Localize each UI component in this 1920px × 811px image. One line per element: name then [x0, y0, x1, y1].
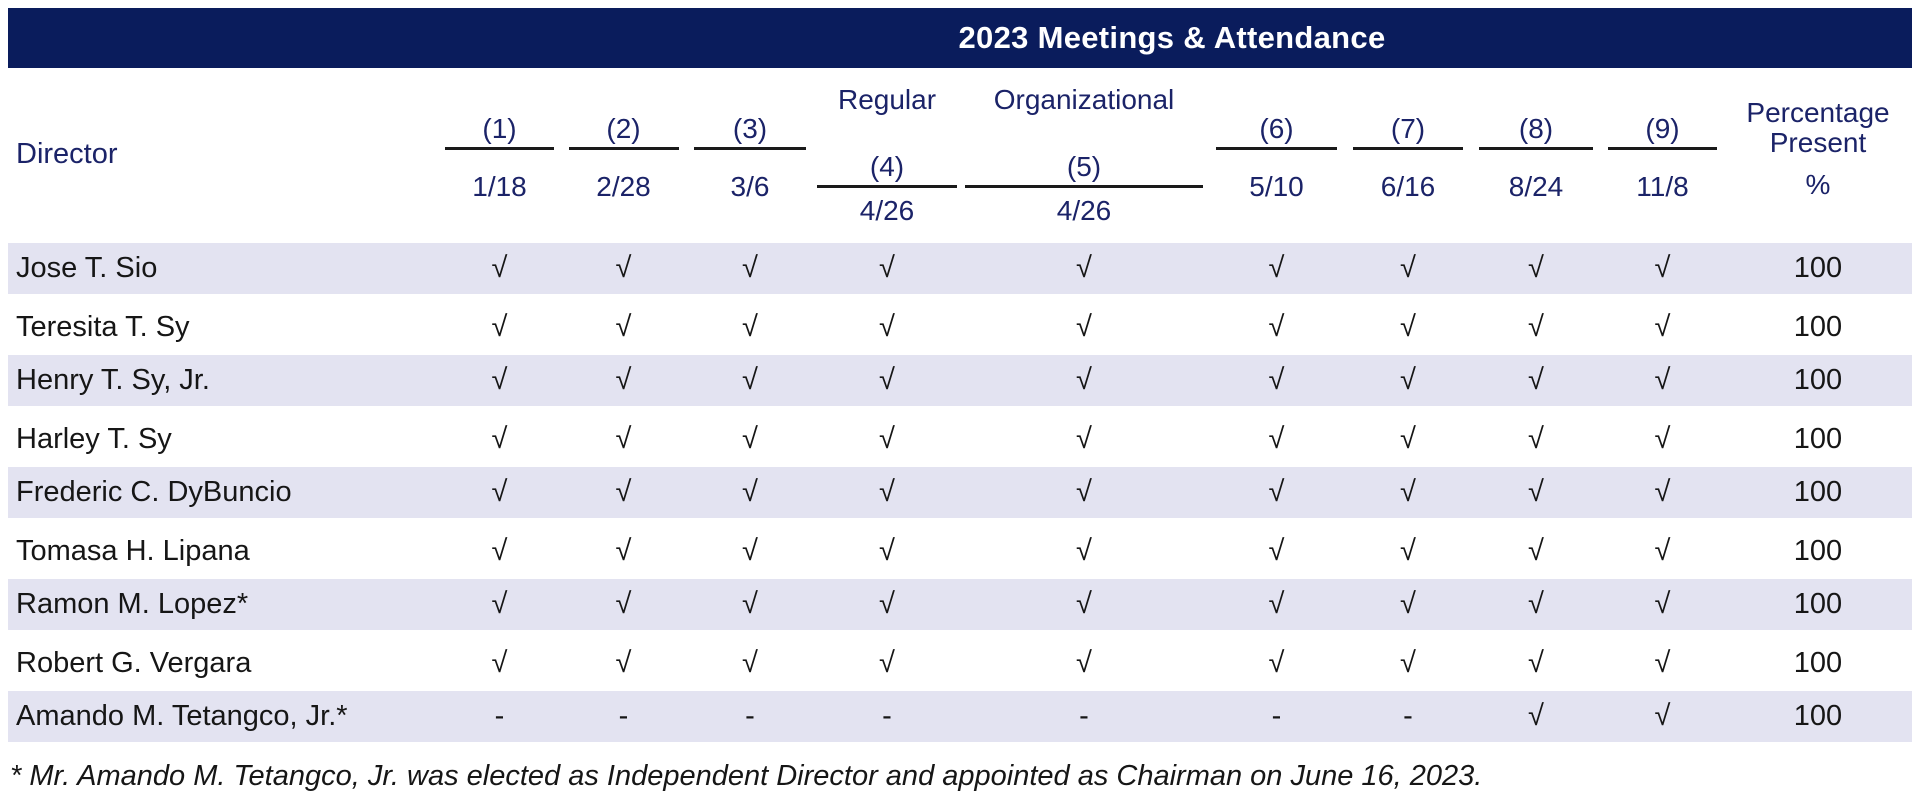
attendance-mark-cell: √	[742, 252, 758, 284]
percentage-value-cell: 100	[1793, 534, 1843, 567]
meeting-date-label: 4/26	[1056, 195, 1112, 226]
attendance-mark-cell: √	[1400, 364, 1416, 396]
attendance-mark-cell: √	[491, 252, 508, 284]
attendance-mark-cell: √	[491, 364, 508, 396]
table-row	[8, 355, 1912, 411]
attendance-mark-cell: √	[491, 646, 508, 679]
attendance-mark-cell: √	[1076, 252, 1092, 284]
attendance-mark-cell: -	[1271, 700, 1282, 732]
percentage-value-cell: 100	[1793, 588, 1843, 620]
attendance-mark-cell: √	[1654, 476, 1671, 508]
attendance-mark-cell: √	[615, 476, 632, 508]
attendance-mark-cell: √	[615, 588, 632, 620]
attendance-mark-cell: √	[879, 588, 895, 620]
header-col-meeting-6	[1208, 68, 1345, 243]
attendance-mark-cell: √	[615, 310, 632, 343]
attendance-mark-cell: √	[1076, 476, 1092, 508]
director-name-cell: Teresita T. Sy	[16, 310, 190, 343]
meeting-date-label: 4/26	[859, 195, 915, 226]
director-name-cell: Tomasa H. Lipana	[16, 534, 250, 567]
meeting-number-label: (9)	[1608, 114, 1716, 150]
attendance-mark-cell: √	[1528, 364, 1544, 396]
attendance-mark-cell: √	[1268, 422, 1285, 455]
percentage-value-cell: 100	[1793, 422, 1843, 455]
attendance-mark-cell: -	[882, 700, 892, 732]
header-col-meeting-1	[438, 68, 561, 243]
percentage-value-cell: 100	[1793, 700, 1843, 732]
attendance-mark-cell: √	[1268, 310, 1285, 343]
table-row	[8, 467, 1912, 523]
header-col-meeting-5	[960, 68, 1208, 243]
percentage-value-cell: 100	[1793, 252, 1843, 284]
meeting-number-label: (5)	[965, 152, 1203, 188]
attendance-mark-cell: √	[742, 534, 758, 567]
attendance-mark-cell: √	[1654, 310, 1671, 343]
attendance-mark-cell: √	[879, 646, 895, 679]
attendance-mark-cell: √	[1076, 422, 1092, 455]
table-row	[8, 523, 1912, 579]
attendance-mark-cell: √	[1654, 422, 1671, 455]
attendance-mark-cell: -	[494, 700, 505, 732]
attendance-mark-cell: √	[1528, 700, 1544, 732]
table-row	[8, 635, 1912, 691]
header-col-meeting-4	[814, 68, 960, 243]
attendance-mark-cell: √	[1528, 646, 1544, 679]
attendance-mark-cell: √	[1268, 646, 1285, 679]
attendance-mark-cell: √	[742, 310, 758, 343]
attendance-mark-cell: √	[1400, 310, 1416, 343]
attendance-mark-cell: √	[1528, 422, 1544, 455]
attendance-mark-cell: √	[1654, 588, 1671, 620]
header-col-meeting-7	[1345, 68, 1471, 243]
attendance-mark-cell: √	[1400, 252, 1416, 284]
attendance-mark-cell: √	[1268, 534, 1285, 567]
attendance-mark-cell: √	[1400, 646, 1416, 679]
header-col-meeting-3	[686, 68, 814, 243]
meeting-date-label: 5/10	[1249, 171, 1304, 202]
attendance-mark-cell: √	[1528, 588, 1544, 620]
percentage-value-cell: 100	[1793, 364, 1843, 396]
attendance-mark-cell: √	[1076, 364, 1092, 396]
attendance-mark-cell: √	[615, 646, 632, 679]
meeting-number-label: (2)	[569, 114, 679, 150]
header-col-meeting-2	[561, 68, 686, 243]
attendance-mark-cell: √	[491, 422, 508, 455]
meeting-date-label: 2/28	[596, 171, 651, 202]
percentage-label-line2: Present	[1769, 127, 1867, 158]
meeting-number-label: (3)	[694, 114, 807, 150]
meeting-type-label: Organizational	[993, 84, 1175, 115]
meeting-number-label: (1)	[445, 114, 553, 150]
attendance-mark-cell: √	[1528, 534, 1544, 567]
attendance-mark-cell: √	[879, 534, 895, 567]
attendance-mark-cell: √	[1528, 476, 1544, 508]
director-name-cell: Jose T. Sio	[16, 252, 158, 284]
attendance-mark-cell: √	[615, 364, 632, 396]
attendance-mark-cell: √	[1400, 476, 1416, 508]
attendance-mark-cell: √	[1654, 534, 1671, 567]
meeting-date-label: 6/16	[1380, 171, 1436, 202]
table-title-bar	[8, 8, 1912, 68]
attendance-mark-cell: √	[1528, 252, 1544, 284]
attendance-mark-cell: √	[1528, 310, 1544, 343]
director-name-cell: Ramon M. Lopez*	[16, 588, 249, 620]
attendance-mark-cell: √	[1076, 588, 1092, 620]
attendance-mark-cell: √	[615, 422, 632, 455]
percentage-value-cell: 100	[1793, 646, 1843, 679]
attendance-mark-cell: √	[615, 534, 632, 567]
attendance-mark-cell: -	[745, 700, 755, 732]
director-name-cell: Robert G. Vergara	[16, 646, 252, 679]
director-name-cell: Amando M. Tetangco, Jr.*	[16, 700, 348, 732]
table-row	[8, 579, 1912, 635]
attendance-mark-cell: √	[742, 422, 758, 455]
attendance-mark-cell: √	[879, 476, 895, 508]
attendance-mark-cell: √	[742, 588, 758, 620]
attendance-mark-cell: -	[618, 700, 629, 732]
attendance-mark-cell: √	[742, 476, 758, 508]
attendance-mark-cell: √	[491, 534, 508, 567]
director-name-cell: Frederic C. DyBuncio	[16, 476, 292, 508]
header-col-meeting-8	[1471, 68, 1601, 243]
attendance-mark-cell: √	[879, 422, 895, 455]
footnote-text: * Mr. Amando M. Tetangco, Jr. was elected as Independent Director and appointed as Chairman on June 16, 2023.	[10, 760, 1483, 792]
table-body	[8, 243, 1912, 747]
meeting-number-label: (4)	[817, 152, 957, 188]
attendance-mark-cell: √	[1268, 476, 1285, 508]
attendance-mark-cell: √	[1400, 588, 1416, 620]
attendance-mark-cell: -	[1079, 700, 1089, 732]
percentage-value-cell: 100	[1793, 310, 1843, 343]
attendance-mark-cell: √	[742, 364, 758, 396]
attendance-mark-cell: √	[1654, 700, 1671, 732]
attendance-mark-cell: √	[879, 310, 895, 343]
meeting-number-label: (7)	[1353, 114, 1464, 150]
meeting-date-label: 1/18	[472, 171, 527, 202]
attendance-mark-cell: √	[1268, 364, 1285, 396]
percentage-unit-label: %	[1805, 169, 1831, 200]
table-row	[8, 299, 1912, 355]
director-name-cell: Harley T. Sy	[16, 422, 172, 455]
attendance-mark-cell: √	[742, 646, 758, 679]
attendance-mark-cell: √	[1400, 534, 1416, 567]
table-header-row	[8, 68, 1912, 243]
percentage-value-cell: 100	[1793, 476, 1843, 508]
table-row	[8, 411, 1912, 467]
meeting-date-label: 8/24	[1508, 171, 1564, 202]
attendance-mark-cell: √	[1268, 588, 1285, 620]
attendance-mark-cell: √	[491, 588, 508, 620]
attendance-mark-cell: √	[1654, 252, 1671, 284]
header-col-percentage	[1724, 68, 1912, 243]
director-name-cell: Henry T. Sy, Jr.	[16, 364, 210, 396]
attendance-mark-cell: √	[1076, 310, 1092, 343]
meeting-number-label: (8)	[1479, 114, 1593, 150]
percentage-label-line1: Percentage	[1746, 97, 1890, 128]
meeting-date-label: 11/8	[1636, 171, 1689, 202]
attendance-mark-cell: √	[615, 252, 632, 284]
meeting-type-label: Regular	[837, 84, 937, 115]
attendance-mark-cell: √	[1268, 252, 1285, 284]
attendance-mark-cell: -	[1403, 700, 1413, 732]
attendance-mark-cell: √	[1400, 422, 1416, 455]
attendance-mark-cell: √	[879, 364, 895, 396]
attendance-mark-cell: √	[491, 310, 508, 343]
header-col-director	[8, 68, 438, 243]
table-row	[8, 243, 1912, 299]
attendance-mark-cell: √	[491, 476, 508, 508]
attendance-mark-cell: √	[1654, 364, 1671, 396]
meeting-date-label: 3/6	[730, 171, 770, 202]
attendance-mark-cell: √	[879, 252, 895, 284]
attendance-mark-cell: √	[1076, 534, 1092, 567]
attendance-mark-cell: √	[1076, 646, 1092, 679]
table-title: 2023 Meetings & Attendance	[958, 20, 1386, 55]
table-row	[8, 691, 1912, 747]
header-col-meeting-9	[1601, 68, 1724, 243]
director-column-label: Director	[16, 138, 118, 170]
attendance-mark-cell: √	[1654, 646, 1671, 679]
meeting-number-label: (6)	[1216, 114, 1337, 150]
